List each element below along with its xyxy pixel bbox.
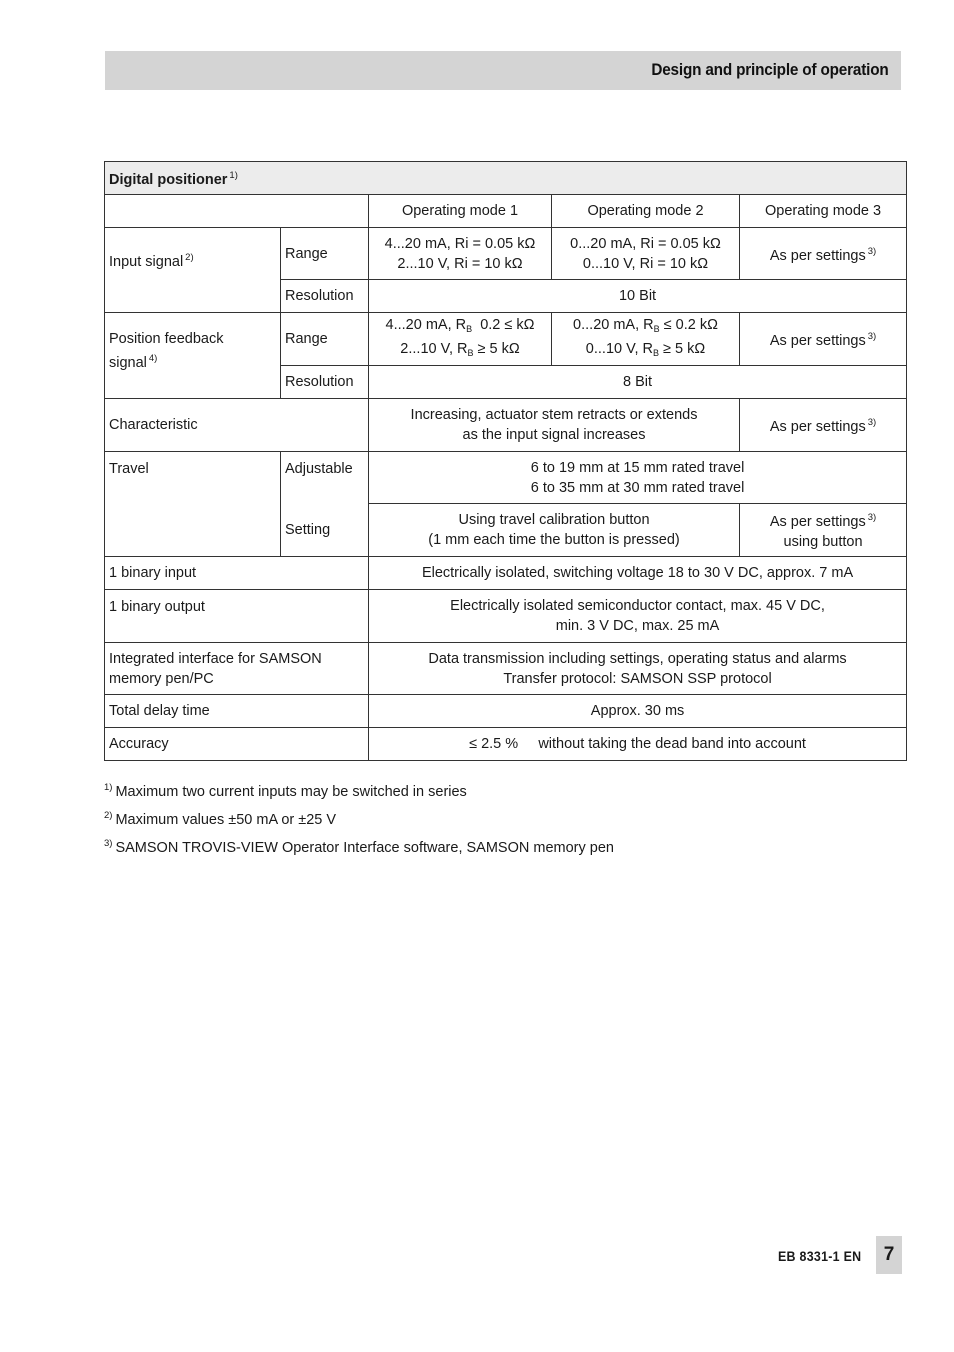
accuracy-row (105, 728, 907, 761)
characteristic-label: Characteristic (105, 399, 369, 452)
footnote-1-mark: 1) (104, 782, 113, 793)
interface-label-line1: Integrated interface for SAMSON (109, 650, 322, 667)
mode-2-header: Operating mode 2 (552, 195, 740, 228)
feedback-mode1-line1-b: 0.2 ≤ kΩ (472, 317, 535, 333)
feedback-mode2-line2 (556, 339, 735, 363)
feedback-resolution-label: Resolution (281, 366, 369, 399)
feedback-range-mode2 (552, 313, 740, 366)
feedback-range-label: Range (281, 313, 369, 366)
travel-empty-cell (105, 504, 281, 557)
travel-adjustable-value (369, 452, 907, 504)
travel-setting-mode3-line1: As per settings (769, 514, 866, 530)
feedback-range-mode1 (369, 313, 552, 366)
input-range-mode1 (369, 228, 552, 280)
accuracy-value (369, 728, 907, 761)
footnote-1-text: Maximum two current inputs may be switched in series (115, 784, 467, 800)
page-number: 7 (876, 1236, 902, 1274)
feedback-mode1-line1-a: 4...20 mA, R (385, 317, 467, 333)
interface-value-line2: Transfer protocol: SAMSON SSP protocol (503, 670, 772, 687)
binary-input-label: 1 binary input (105, 557, 369, 590)
feedback-mode2-line2-a: 0...10 V, R (585, 341, 653, 357)
page-title: Design and principle of operation (651, 60, 889, 79)
interface-row (105, 643, 907, 695)
table-title-note: 1) (229, 170, 238, 181)
accuracy-value-b: without taking the dead band into account (538, 736, 806, 752)
travel-adjustable-label: Adjustable (281, 452, 369, 504)
mode-3-header: Operating mode 3 (740, 195, 907, 228)
input-resolution-value: 10 Bit (369, 280, 907, 313)
feedback-mode1-line1 (373, 315, 547, 339)
input-range-mode3-text: As per settings (769, 247, 866, 264)
travel-adjustable-line1: 6 to 19 mm at 15 mm rated travel (530, 459, 745, 476)
input-range-mode1-line2: 2...10 V, Ri = 10 kΩ (397, 255, 523, 272)
feedback-range-mode3 (740, 313, 907, 366)
feedback-mode1-line1-sub: B (466, 324, 473, 334)
interface-value (369, 643, 907, 695)
input-range-mode2-line2: 0...10 V, Ri = 10 kΩ (582, 255, 709, 272)
binary-input-value: Electrically isolated, switching voltage 18 to 30 V DC, approx. 7 mA (369, 557, 907, 590)
table-title: Digital positioner (109, 172, 228, 188)
feedback-mode2-line1 (556, 315, 735, 339)
delay-row (105, 695, 907, 728)
delay-value: Approx. 30 ms (369, 695, 907, 728)
interface-label (105, 643, 369, 695)
input-resolution-label: Resolution (281, 280, 369, 313)
characteristic-mode3-note: 3) (867, 417, 877, 428)
travel-setting-line1: Using travel calibration button (458, 512, 650, 528)
travel-setting-mode3 (740, 504, 907, 557)
feedback-mode2-line2-b: ≥ 5 kΩ (659, 341, 706, 357)
empty-cell (105, 195, 369, 228)
input-signal-range-row (105, 228, 907, 280)
input-signal-label-cell (105, 228, 281, 313)
feedback-mode1-line2-a: 2...10 V, R (400, 341, 468, 357)
feedback-mode3-note: 3) (867, 331, 877, 342)
characteristic-line1: Increasing, actuator stem retracts or extends (410, 407, 698, 423)
travel-setting-value (369, 504, 740, 557)
input-range-mode2-line1: 0...20 mA, Ri = 0.05 kΩ (570, 235, 721, 252)
travel-setting-mode3-line2: using button (783, 534, 863, 550)
binary-output-row (105, 590, 907, 643)
input-signal-note: 2) (185, 252, 194, 263)
binary-output-label: 1 binary output (105, 590, 369, 643)
footnote-3-text: SAMSON TROVIS-VIEW Operator Interface software, SAMSON memory pen (115, 840, 614, 856)
input-range-mode2 (552, 228, 740, 280)
interface-label-line2: memory pen/PC (109, 670, 214, 687)
page-header-bar (105, 51, 901, 90)
footnote-1 (104, 776, 614, 804)
input-range-label: Range (281, 228, 369, 280)
characteristic-line2: as the input signal increases (462, 427, 646, 443)
feedback-label-note: 4) (148, 352, 158, 364)
feedback-mode2-line1-sub: B (653, 324, 660, 334)
feedback-label-cell (105, 313, 281, 399)
travel-adjustable-row (105, 452, 907, 504)
footnote-2 (104, 804, 614, 832)
characteristic-mode3-text: As per settings (769, 419, 866, 435)
feedback-range-row (105, 313, 907, 366)
feedback-mode3-text: As per settings (769, 333, 866, 349)
footnote-2-text: Maximum values ±50 mA or ±25 V (115, 812, 337, 828)
travel-setting-label: Setting (281, 504, 369, 557)
table-title-row (105, 162, 907, 195)
feedback-resolution-value: 8 Bit (369, 366, 907, 399)
accuracy-label: Accuracy (105, 728, 369, 761)
feedback-mode2-line1-a: 0...20 mA, R (573, 317, 654, 333)
travel-adjustable-line2: 6 to 35 mm at 30 mm rated travel (530, 479, 745, 496)
feedback-label-line1: Position feedback (109, 330, 224, 347)
characteristic-row (105, 399, 907, 452)
mode-1-header: Operating mode 1 (369, 195, 552, 228)
delay-label: Total delay time (105, 695, 369, 728)
feedback-label-line2: signal (109, 354, 147, 371)
interface-value-line1: Data transmission including settings, operating status and alarms (428, 650, 847, 667)
footnote-3 (104, 832, 614, 860)
input-range-mode3-note: 3) (867, 245, 877, 257)
footnotes (104, 776, 614, 860)
binary-input-row (105, 557, 907, 590)
table-title-cell (105, 162, 907, 195)
characteristic-value (369, 399, 740, 452)
accuracy-value-a: ≤ 2.5 % (469, 736, 519, 752)
feedback-mode1-line2 (373, 339, 547, 363)
travel-setting-row (105, 504, 907, 557)
input-range-mode3 (740, 228, 907, 280)
binary-output-line1: Electrically isolated semiconductor contact, max. 45 V DC, (450, 598, 825, 614)
modes-header-row (105, 195, 907, 228)
footnote-3-mark: 3) (104, 838, 113, 849)
feedback-mode2-line1-b: ≤ 0.2 kΩ (659, 317, 718, 333)
travel-setting-mode3-note: 3) (867, 512, 877, 523)
feedback-mode1-line2-b: ≥ 5 kΩ (473, 341, 520, 357)
characteristic-mode3 (740, 399, 907, 452)
footnote-2-mark: 2) (104, 810, 113, 821)
feedback-mode2-line2-sub: B (652, 348, 659, 358)
travel-setting-line2: (1 mm each time the button is pressed) (428, 532, 680, 548)
binary-output-line2: min. 3 V DC, max. 25 mA (555, 618, 720, 634)
input-signal-label: Input signal (109, 254, 184, 270)
spec-table (104, 161, 907, 761)
travel-label: Travel (105, 452, 281, 504)
input-range-mode1-line1: 4...20 mA, Ri = 0.05 kΩ (384, 235, 536, 252)
binary-output-value (369, 590, 907, 643)
document-code: EB 8331-1 EN (778, 1249, 862, 1264)
feedback-mode1-line2-sub: B (467, 348, 474, 358)
